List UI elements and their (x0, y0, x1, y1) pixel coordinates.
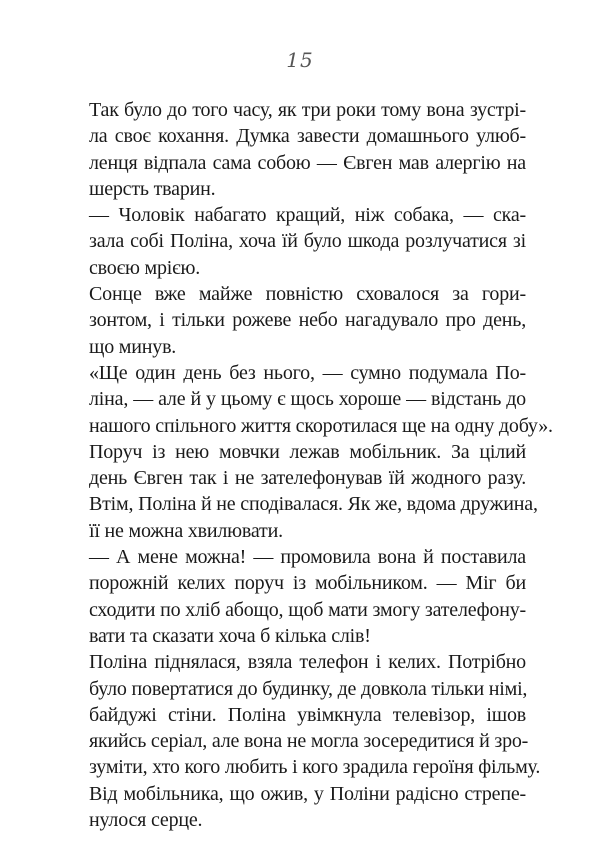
text-line: Сонце вже майже повністю сховалося за гори- (89, 283, 526, 306)
text-line: нулося серце. (89, 809, 203, 832)
paragraph-3 (89, 281, 526, 360)
text-line: нашого спільного життя скоротилася ще на одну добу». (89, 414, 553, 437)
text-line: Так було до того часу, як три роки тому вона зустрі- (89, 99, 526, 121)
paragraph-5 (89, 439, 538, 544)
text-line: шерсть тварин. (89, 177, 216, 200)
text-line: зала собі Поліна, хоча їй було шкода розлучатися зі (89, 230, 526, 253)
text-line: було повертатися до будинку, де довкола тільки німі, (89, 677, 528, 700)
text-line: «Ще один день без нього, — сумно подумала По- (89, 361, 526, 384)
paragraph-4 (89, 360, 553, 439)
text-line: Поліна піднялася, взяла телефон і келих. Потрібно (89, 651, 526, 674)
text-line: Від мобільника, що ожив, у Поліни радісно стрепе- (89, 782, 526, 805)
text-line: Поруч із нею мовчки лежав мобільник. За цілий (89, 440, 526, 463)
text-line: своєю мрією. (89, 256, 201, 279)
text-line: Втім, Поліна й не сподівалася. Як же, вдома дружина, (89, 493, 538, 516)
paragraph-6 (89, 544, 526, 649)
text-line: її не можна хвилювати. (89, 519, 283, 542)
text-line: ла своє кохання. Думка завести домашнього улюб- (89, 125, 526, 148)
text-line: зуміти, хто кого любить і кого зрадила героїня фільму. (89, 756, 541, 779)
page-number: 15 (286, 48, 314, 72)
text-line: вати та сказати хоча б кілька слів! (89, 624, 371, 647)
text-line: порожній келих поруч із мобільником. — Міг би (89, 572, 526, 595)
text-line: день Євген так і не зателефонував їй жодного разу. (89, 467, 526, 490)
body-text (89, 97, 553, 833)
text-line: що минув. (89, 335, 177, 358)
paragraph-7 (89, 649, 541, 833)
text-line: — А мене можна! — промовила вона й поставила (89, 546, 526, 569)
text-line: якийсь серіал, але вона не могла зосередитися й зро- (89, 730, 529, 753)
text-line: — Чоловік набагато кращий, ніж собака, — ска- (89, 204, 526, 227)
text-line: зонтом, і тільки рожеве небо нагадувало про день, (89, 309, 526, 332)
paragraph-1 (89, 97, 526, 202)
text-line: байдужі стіни. Поліна увімкнула телевізор, ішов (89, 703, 526, 726)
text-line: сходити по хліб абощо, щоб мати змогу зателефону- (89, 598, 526, 621)
text-line: ліна, — але й у цьому є щось хороше — відстань до (89, 388, 526, 411)
paragraph-2 (89, 202, 526, 281)
text-line: ленця відпала сама собою — Євген мав алергію на (89, 151, 526, 174)
